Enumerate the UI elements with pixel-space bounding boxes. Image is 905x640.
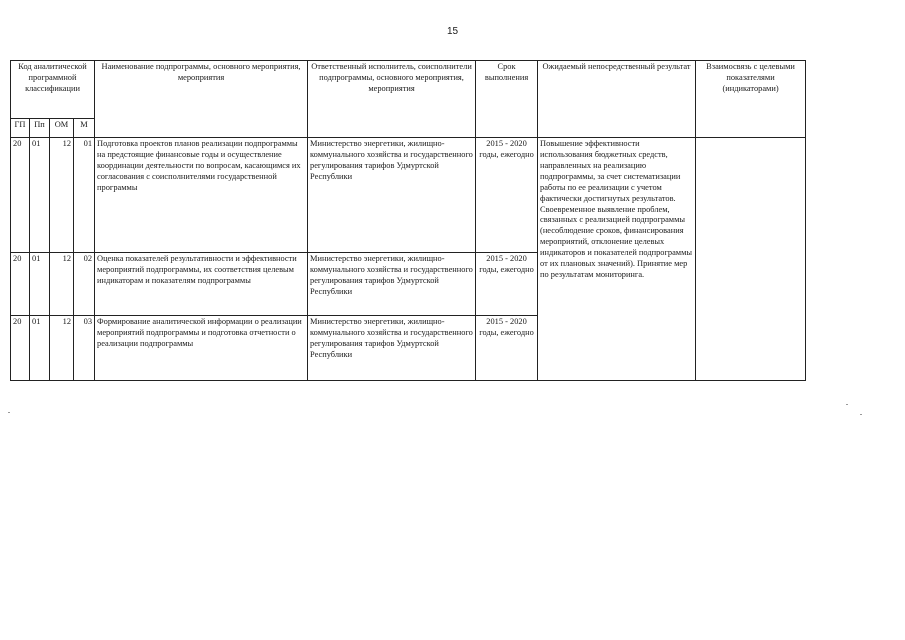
cell-term: 2015 - 2020 годы, ежегодно: [476, 316, 538, 381]
header-term: Срок выполнения: [476, 61, 538, 138]
cell-executor: Министерство энергетики, жилищно-коммунального хозяйства и государственного регулирования тарифов Удмуртской Республики: [308, 138, 476, 253]
cell-pp: 01: [30, 316, 50, 381]
cell-om: 12: [50, 253, 74, 316]
cell-om: 12: [50, 316, 74, 381]
header-name: Наименование подпрограммы, основного мероприятия, мероприятия: [95, 61, 308, 138]
header-m: М: [74, 119, 95, 138]
cell-gp: 20: [11, 316, 30, 381]
scan-speck: [846, 404, 848, 405]
page-number: 15: [446, 26, 459, 37]
cell-name: Подготовка проектов планов реализации подпрограммы на предстоящие финансовые годы и осуществление координации деятельности по вопросам, касающимся их согласования с соисполнителями государственной программы: [95, 138, 308, 253]
cell-gp: 20: [11, 138, 30, 253]
cell-m: 03: [74, 316, 95, 381]
cell-gp: 20: [11, 253, 30, 316]
cell-executor: Министерство энергетики, жилищно-коммунального хозяйства и государственного регулирования тарифов Удмуртской Республики: [308, 253, 476, 316]
header-code-group: Код аналитической программной классификации: [11, 61, 95, 119]
scan-speck: [8, 412, 10, 413]
cell-executor: Министерство энергетики, жилищно-коммунального хозяйства и государственного регулирования тарифов Удмуртской Республики: [308, 316, 476, 381]
table-row: [11, 138, 806, 253]
cell-term: 2015 - 2020 годы, ежегодно: [476, 253, 538, 316]
header-executor: Ответственный исполнитель, соисполнители подпрограммы, основного мероприятия, мероприятия: [308, 61, 476, 138]
cell-om: 12: [50, 138, 74, 253]
subprogram-activities-table: [10, 60, 806, 381]
cell-pp: 01: [30, 138, 50, 253]
header-result: Ожидаемый непосредственный результат: [538, 61, 696, 138]
cell-result: Повышение эффективности использования бюджетных средств, направленных на реализацию подпрограммы, за счет систематизации работы по ее реализации с учетом фактически достигнутых результатов. Своевременное выявление проблем, связанных с реализацией подпрограммы (несоблюдение сроков, финансирования мероприятий, отклонение целевых индикаторов и показателей подпрограммы от их плановых значений). Принятие мер по результатам мониторинга.: [538, 138, 696, 381]
header-pp: Пп: [30, 119, 50, 138]
header-gp: ГП: [11, 119, 30, 138]
cell-name: Формирование аналитической информации о реализации мероприятий подпрограммы и подготовка отчетности о реализации подпрограммы: [95, 316, 308, 381]
cell-pp: 01: [30, 253, 50, 316]
header-om: ОМ: [50, 119, 74, 138]
header-relation: Взаимосвязь с целевыми показателями (индикаторами): [696, 61, 806, 138]
scan-speck: [860, 414, 862, 415]
cell-m: 01: [74, 138, 95, 253]
cell-m: 02: [74, 253, 95, 316]
cell-term: 2015 - 2020 годы, ежегодно: [476, 138, 538, 253]
cell-relation: [696, 138, 806, 381]
cell-name: Оценка показателей результативности и эффективности мероприятий подпрограммы, их соответствия целевым индикаторам и показателям подпрограммы: [95, 253, 308, 316]
